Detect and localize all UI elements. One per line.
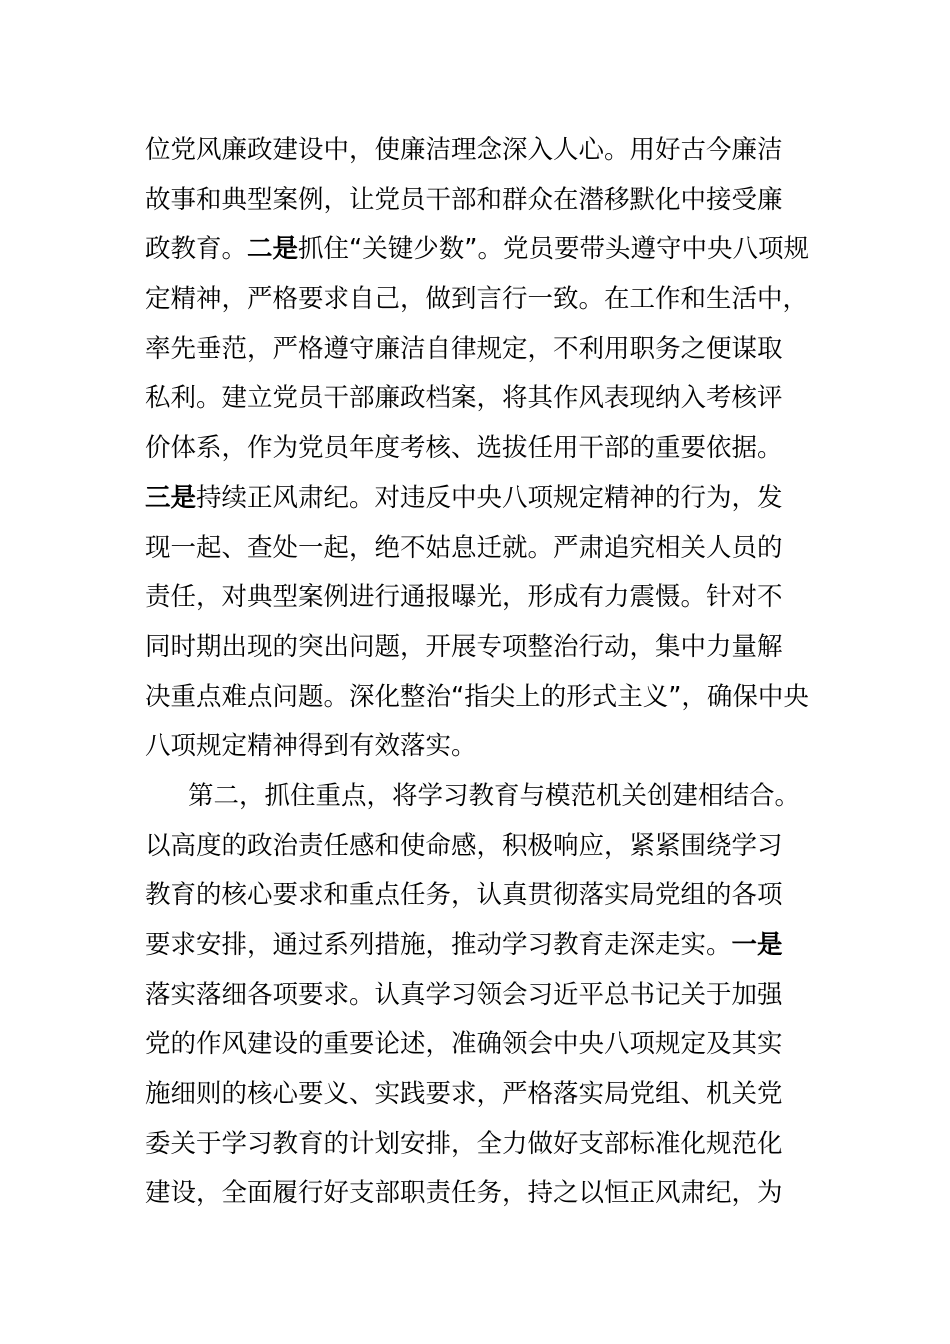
text-segment: 价体系，作为党员年度考核、选拔任用干部的重要依据。 [145,433,783,464]
text-segment: 抓住“关键少数”。党员要带头遵守中央八项规 [298,234,809,265]
text-segment: 现一起、查处一起，绝不姑息迁就。严肃追究相关人员的 [145,532,783,563]
text-segment: 以高度的政治责任感和使命感，积极响应，紧紧围绕学习 [145,830,783,861]
text-segment: 委关于学习教育的计划安排，全力做好支部标准化规范化 [145,1128,783,1159]
text-segment: 八项规定精神得到有效落实。 [145,731,477,762]
text-line [145,374,810,424]
text-segment: 教育的核心要求和重点任务，认真贯彻落实局党组的各项 [145,880,783,911]
text-segment: 要求安排，通过系列措施，推动学习教育走深走实。 [145,930,732,960]
text-segment: 位党风廉政建设中，使廉洁理念深入人心。用好古今廉洁 [145,135,783,165]
text-line [145,225,810,275]
text-line [145,673,810,723]
text-line [145,623,810,673]
text-line [145,1120,810,1170]
text-line [145,1169,810,1219]
text-line [145,1070,810,1120]
text-segment: 施细则的核心要义、实践要求，严格落实局党组、机关党 [145,1079,783,1110]
text-line [145,325,810,375]
text-line [145,722,810,772]
text-segment: 政教育。 [145,234,248,265]
text-line [145,822,810,872]
text-segment: 责任，对典型案例进行通报曝光，形成有力震慑。针对不 [145,582,783,613]
text-line [145,921,810,971]
text-line [145,424,810,474]
text-line [145,1020,810,1070]
bold-marker: 一是 [731,930,783,960]
text-line [145,573,810,623]
text-segment: 党的作风建设的重要论述，准确领会中央八项规定及其实 [145,1029,783,1060]
text-segment: 私利。建立党员干部廉政档案，将其作风表现纳入考核评 [145,383,783,414]
text-line [145,176,810,226]
text-segment: 率先垂范，严格遵守廉洁自律规定，不利用职务之便谋取 [145,333,783,364]
text-line [145,871,810,921]
text-line [145,524,810,574]
text-segment: 故事和典型案例，让党员干部和群众在潜移默化中接受廉 [145,184,783,215]
bold-marker: 三是 [145,482,197,513]
text-line [145,971,810,1021]
text-segment: 同时期出现的突出问题，开展专项整治行动，集中力量解 [145,631,783,662]
text-segment: 持续正风肃纪。对违反中央八项规定精神的行为，发 [196,482,783,513]
text-line [145,126,810,176]
text-line [145,772,810,822]
text-segment: 落实落细各项要求。认真学习领会习近平总书记关于加强 [145,979,783,1010]
text-line [145,275,810,325]
text-segment: 决重点难点问题。深化整治“指尖上的形式主义”，确保中央 [145,681,809,712]
text-segment: 建设，全面履行好支部职责任务，持之以恒正风肃纪，为 [145,1178,783,1209]
text-segment: 第二，抓住重点，将学习教育与模范机关创建相结合。 [188,780,801,811]
text-line [145,474,810,524]
text-segment: 定精神，严格要求自己，做到言行一致。在工作和生活中， [145,284,809,315]
body-text [145,126,810,1219]
bold-marker: 二是 [247,234,299,265]
